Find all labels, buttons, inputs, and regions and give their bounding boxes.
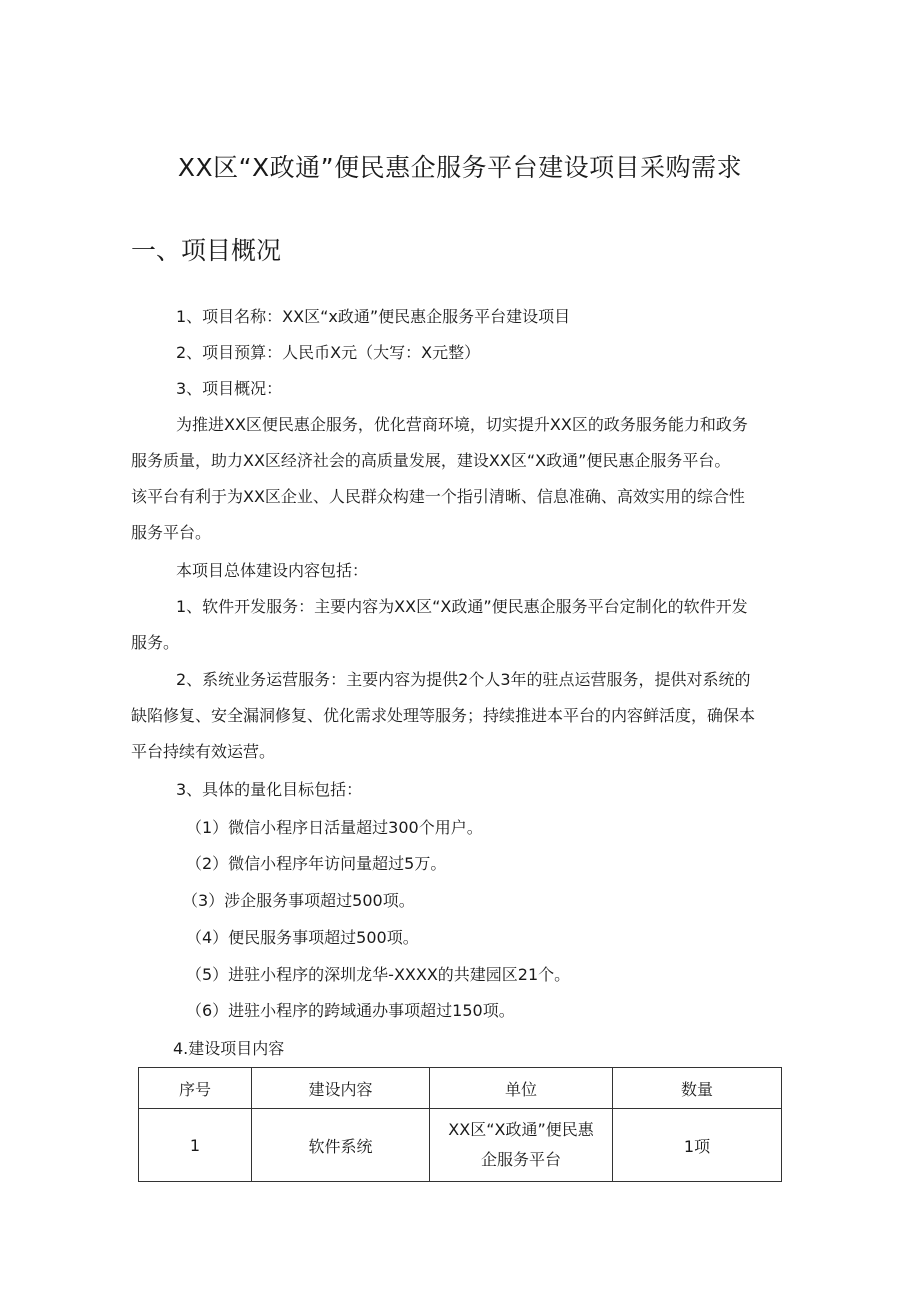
cell-unit (430, 1109, 613, 1182)
target-item: （1）微信小程序日活量超过300个用户。 (186, 818, 483, 837)
cell-unit-line: XX区“X政通”便民惠 (448, 1120, 594, 1139)
overview-line: 为推进XX区便民惠企服务，优化营商环境，切实提升XX区的政务服务能力和政务 (176, 415, 748, 434)
content-intro: 本项目总体建设内容包括： (176, 561, 369, 580)
target-item: （3）涉企服务事项超过500项。 (182, 891, 415, 910)
cell-qty: 1项 (613, 1109, 782, 1182)
overview-line: 该平台有利于为XX区企业、人民群众构建一个指引清晰、信息准确、高效实用的综合性 (131, 487, 745, 506)
item4-label: 4.建设项目内容 (173, 1039, 285, 1058)
document-title: XX区“X政通”便民惠企服务平台建设项目采购需求 (177, 153, 743, 182)
item2-line: 缺陷修复、安全漏洞修复、优化需求处理等服务；持续推进本平台的内容鲜活度，确保本 (131, 706, 756, 725)
header-cell-content: 建设内容 (252, 1068, 430, 1109)
item1-line: 1、软件开发服务：主要内容为XX区“X政通”便民惠企服务平台定制化的软件开发 (176, 597, 748, 616)
cell-unit-line: 企服务平台 (480, 1150, 561, 1169)
item2-line: 2、系统业务运营服务：主要内容为提供2个人3年的驻点运营服务，提供对系统的 (176, 670, 751, 689)
item3-label: 3、具体的量化目标包括： (176, 780, 363, 799)
table-row (139, 1109, 782, 1182)
header-cell-no: 序号 (139, 1068, 252, 1109)
cell-no: 1 (139, 1109, 252, 1182)
cell-content: 软件系统 (252, 1109, 430, 1182)
overview-line: 服务质量，助力XX区经济社会的高质量发展，建设XX区“X政通”便民惠企服务平台。 (131, 451, 731, 470)
header-cell-unit: 单位 (430, 1068, 613, 1109)
target-item: （2）微信小程序年访问量超过5万。 (186, 854, 447, 873)
construction-content-table (138, 1067, 782, 1182)
project-budget-line: 2、项目预算：人民币X元（大写：X元整） (176, 343, 481, 362)
overview-line: 服务平台。 (131, 523, 212, 542)
header-cell-qty: 数量 (613, 1068, 782, 1109)
table-header-row (139, 1068, 782, 1109)
item2-line: 平台持续有效运营。 (131, 742, 276, 761)
target-item: （5）进驻小程序的深圳龙华-XXXX的共建园区21个。 (186, 965, 571, 984)
section-heading: 一、项目概况 (131, 236, 282, 265)
item1-line: 服务。 (131, 633, 180, 652)
project-overview-label: 3、项目概况： (176, 379, 283, 398)
project-name-line: 1、项目名称：XX区“x政通”便民惠企服务平台建设项目 (176, 307, 571, 326)
target-item: （6）进驻小程序的跨域通办事项超过150项。 (186, 1001, 515, 1020)
target-item: （4）便民服务事项超过500项。 (186, 928, 419, 947)
